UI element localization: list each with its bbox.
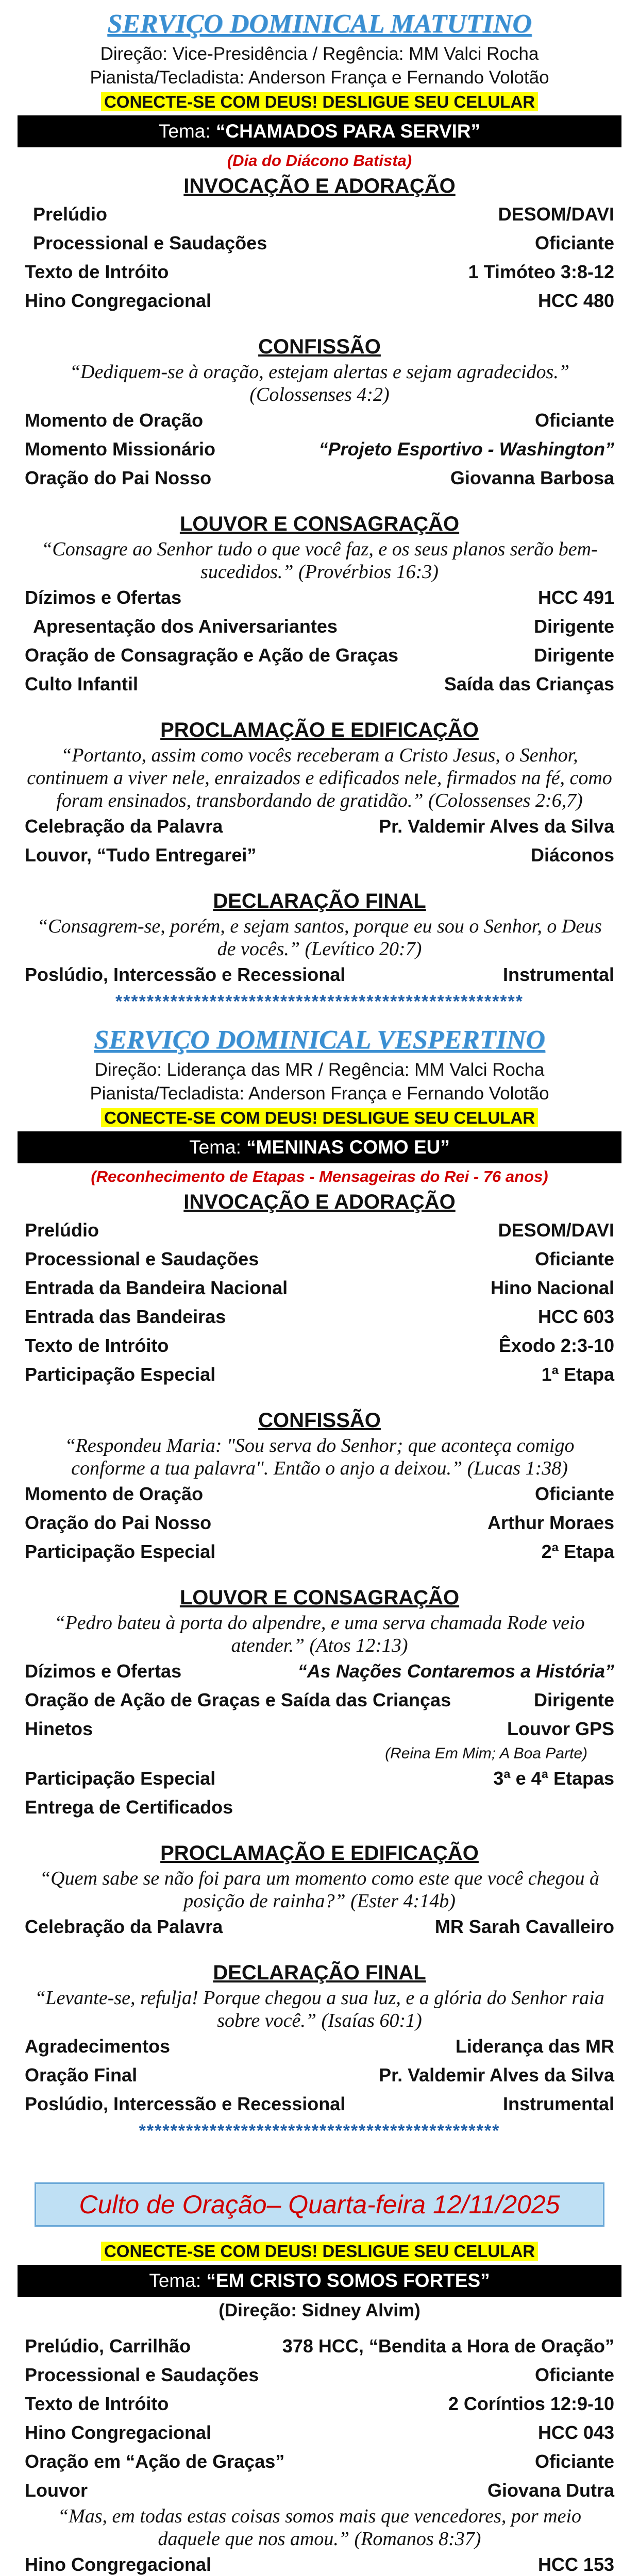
program-row: [10, 1764, 629, 1793]
program-row: [10, 229, 629, 258]
matutino-pianists: Pianista/Tecladista: Anderson França e Fernando Volotão: [90, 67, 549, 88]
row-value: “Projeto Esportivo - Washington”: [318, 438, 614, 460]
quarta-theme-bar: [18, 2265, 621, 2297]
row-label: Oração de Ação de Graças e Saída das Crianças: [25, 1689, 451, 1710]
row-value: Dirigente: [533, 616, 614, 637]
matutino-s4-title: PROCLAMAÇÃO E EDIFICAÇÃO: [160, 719, 479, 741]
row-label: Participação Especial: [25, 1768, 216, 1789]
program-row: [10, 612, 629, 641]
row-label: Poslúdio, Intercessão e Recessional: [25, 2093, 346, 2114]
bible-quote: “Mas, em todas estas coisas somos mais que vencedores, por meio daquele que nos amou.” (Romanos 8:37): [57, 2505, 582, 2550]
matutino-direction: Direção: Vice-Presidência / Regência: MM Valci Rocha: [100, 44, 539, 64]
vespertino-s2-title: CONFISSÃO: [258, 1409, 381, 1432]
row-label: Prelúdio, Carrilhão: [25, 2335, 191, 2357]
row-value: Oficiante: [534, 2451, 614, 2472]
row-value: Pr. Valdemir Alves da Silva: [379, 816, 614, 837]
row-label: Participação Especial: [25, 1541, 216, 1562]
program-row: [10, 2361, 629, 2389]
program-row: [10, 1480, 629, 1509]
matutino-s5-title: DECLARAÇÃO FINAL: [213, 890, 426, 912]
star-divider: ****************************************************: [115, 992, 524, 1011]
matutino-phone-notice: CONECTE-SE COM DEUS! DESLIGUE SEU CELULAR: [101, 92, 538, 111]
quarta-phone-notice: CONECTE-SE COM DEUS! DESLIGUE SEU CELULAR: [101, 2242, 538, 2261]
wednesday-title: Culto de Oração– Quarta-feira 12/11/2025: [35, 2182, 604, 2227]
vespertino-theme-bar: [18, 1131, 621, 1163]
row-value: HCC 153: [537, 2554, 614, 2575]
vespertino-note: (Reconhecimento de Etapas - Mensageiras do Rei - 76 anos): [91, 1167, 548, 1185]
row-value: HCC 491: [537, 587, 614, 608]
row-label: Momento de Oração: [25, 1483, 204, 1504]
row-label: Processional e Saudações: [25, 1248, 259, 1269]
row-label: Louvor, “Tudo Entregarei”: [25, 844, 257, 866]
program-row: [10, 1216, 629, 1245]
row-label: Agradecimentos: [25, 2036, 171, 2057]
row-value: Oficiante: [534, 232, 614, 253]
program-row: [10, 2389, 629, 2418]
row-label: Entrada da Bandeira Nacional: [25, 1277, 288, 1298]
row-label: Entrega de Certificados: [25, 1797, 233, 1818]
row-value: Dirigente: [533, 1689, 614, 1710]
vespertino-pianists: Pianista/Tecladista: Anderson França e Fernando Volotão: [90, 1083, 549, 1104]
row-value: 1 Timóteo 3:8-12: [468, 261, 614, 282]
program-row: [10, 1715, 629, 1743]
program-row: [10, 258, 629, 286]
row-label: Momento Missionário: [25, 438, 216, 460]
row-value: Oficiante: [534, 1248, 614, 1269]
row-label: Prelúdio: [33, 204, 108, 225]
row-value: “As Nações Contaremos a História”: [297, 1660, 614, 1682]
bible-quote: “Dediquem-se à oração, estejam alertas e sejam agradecidos.” (Colossenses 4:2): [70, 361, 569, 405]
row-label: Oração do Pai Nosso: [25, 467, 212, 488]
row-label: Hino Congregacional: [25, 290, 212, 311]
row-label: Texto de Intróito: [25, 2393, 169, 2414]
row-label: Oração em “Ação de Graças”: [25, 2451, 285, 2472]
row-value: Saída das Crianças: [444, 673, 614, 694]
bible-quote: “Pedro bateu à porta do alpendre, e uma serva chamada Rode veio atender.” (Atos 12:13): [54, 1612, 585, 1656]
row-label: Celebração da Palavra: [25, 1916, 223, 1937]
theme-prefix: Tema:: [149, 2270, 207, 2291]
row-label: Hinetos: [25, 1718, 93, 1739]
vespertino-direction: Direção: Liderança das MR / Regência: MM Valci Rocha: [94, 1060, 545, 1080]
row-value: 378 HCC, “Bendita a Hora de Oração”: [282, 2335, 614, 2357]
program-row: [10, 583, 629, 612]
row-value: Oficiante: [534, 410, 614, 431]
row-value: Hino Nacional: [490, 1277, 614, 1298]
row-value: Oficiante: [534, 2364, 614, 2385]
row-label: Dízimos e Ofertas: [25, 1660, 182, 1682]
program-row: [10, 2061, 629, 2090]
vespertino-s4-title: PROCLAMAÇÃO E EDIFICAÇÃO: [160, 1842, 479, 1865]
row-value: 1ª Etapa: [541, 1364, 614, 1385]
matutino-theme: “CHAMADOS PARA SERVIR”: [215, 121, 481, 142]
theme-prefix: Tema:: [189, 1137, 247, 1158]
matutino-s2-title: CONFISSÃO: [258, 335, 381, 358]
row-value: Instrumental: [502, 964, 614, 985]
row-label: Dízimos e Ofertas: [25, 587, 182, 608]
row-value: DESOM/DAVI: [498, 204, 614, 225]
vespertino-s3-title: LOUVOR E CONSAGRAÇÃO: [179, 1586, 460, 1609]
matutino-note: (Dia do Diácono Batista): [227, 151, 412, 170]
row-value: Oficiante: [534, 1483, 614, 1504]
row-value: Giovana Dutra: [487, 2480, 614, 2501]
row-label: Momento de Oração: [25, 410, 204, 431]
row-value: Dirigente: [533, 645, 614, 666]
quarta-theme: “EM CRISTO SOMOS FORTES”: [206, 2270, 490, 2291]
program-row: [10, 1245, 629, 1274]
row-value: HCC 043: [537, 2422, 614, 2443]
program-row: [10, 1537, 629, 1566]
row-value: MR Sarah Cavalleiro: [434, 1916, 614, 1937]
program-row: [10, 670, 629, 699]
star-divider: **********************************************: [139, 2121, 500, 2141]
row-value: 3ª e 4ª Etapas: [493, 1768, 614, 1789]
row-value: 2 Coríntios 12:9-10: [448, 2393, 614, 2414]
row-label: Hino Congregacional: [25, 2422, 212, 2443]
row-label: Texto de Intróito: [25, 1335, 169, 1356]
program-row: [10, 641, 629, 670]
row-label: Poslúdio, Intercessão e Recessional: [25, 964, 346, 985]
matutino-theme-bar: [18, 115, 621, 147]
program-row: [10, 200, 629, 229]
program-row: [10, 1509, 629, 1537]
row-label: Hino Congregacional: [25, 2554, 212, 2575]
matutino-s3-title: LOUVOR E CONSAGRAÇÃO: [179, 513, 460, 535]
program-row: [10, 2332, 629, 2361]
row-label: Culto Infantil: [25, 673, 138, 694]
program-row: [10, 1302, 629, 1331]
program-row: [10, 464, 629, 493]
row-label: Texto de Intróito: [25, 261, 169, 282]
program-row: [10, 2447, 629, 2476]
program-row: [10, 2476, 629, 2505]
bible-quote: “Respondeu Maria: "Sou serva do Senhor; que aconteça comigo conforme a tua palavra". Então o anjo a deixou.” (Lucas 1:38): [64, 1435, 575, 1479]
program-row: [10, 2032, 629, 2061]
program-row: [10, 1793, 629, 1822]
program-row: [10, 1331, 629, 1360]
row-value: Liderança das MR: [455, 2036, 614, 2057]
bible-quote: “Consagre ao Senhor tudo o que você faz, e os seus planos serão bem-sucedidos.” (Provérbios 16:3): [41, 538, 598, 583]
row-label: Participação Especial: [25, 1364, 216, 1385]
row-value: Arthur Moraes: [487, 1512, 614, 1533]
row-value: HCC 603: [537, 1306, 614, 1327]
program-row: [10, 1274, 629, 1302]
row-value: 2ª Etapa: [541, 1541, 614, 1562]
program-row: [10, 841, 629, 870]
row-label: Oração de Consagração e Ação de Graças: [25, 645, 398, 666]
row-value: HCC 480: [537, 290, 614, 311]
program-row: [10, 1686, 629, 1715]
bible-quote: “Portanto, assim como vocês receberam a Cristo Jesus, o Senhor, continuem a viver nele, enraizados e edificados nele, firmados na fé, como foram ensinados, transbordando de gratidão.” (Colossenses 2:6,7): [27, 744, 612, 811]
hinetos-note: (Reina Em Mim; A Boa Parte): [385, 1745, 587, 1762]
row-value: Pr. Valdemir Alves da Silva: [379, 2064, 614, 2086]
row-value: Louvor GPS: [507, 1718, 614, 1739]
program-row: [10, 2418, 629, 2447]
program-row: [10, 2550, 629, 2576]
program-row: [10, 812, 629, 841]
row-label: Processional e Saudações: [25, 2364, 259, 2385]
row-label: Apresentação dos Aniversariantes: [33, 616, 338, 637]
row-label: Celebração da Palavra: [25, 816, 223, 837]
program-row: [10, 1360, 629, 1389]
bulletin-page: [10, 0, 629, 2576]
bible-quote: “Quem sabe se não foi para um momento como este que você chegou à posição de rainha?” (Ester 4:14b): [40, 1868, 599, 1912]
vespertino-s1-title: INVOCAÇÃO E ADORAÇÃO: [183, 1191, 456, 1213]
row-value: Diáconos: [530, 844, 614, 866]
program-row: [10, 286, 629, 315]
vespertino-theme: “MENINAS COMO EU”: [246, 1137, 450, 1158]
row-label: Oração do Pai Nosso: [25, 1512, 212, 1533]
row-value: DESOM/DAVI: [498, 1219, 614, 1241]
quarta-direction: (Direção: Sidney Alvim): [218, 2300, 421, 2320]
program-row: [10, 2090, 629, 2119]
row-label: Entrada das Bandeiras: [25, 1306, 226, 1327]
program-row: [10, 960, 629, 989]
row-label: Oração Final: [25, 2064, 138, 2086]
row-label: Processional e Saudações: [33, 232, 267, 253]
row-value: Instrumental: [502, 2093, 614, 2114]
bible-quote: “Consagrem-se, porém, e sejam santos, porque eu sou o Senhor, o Deus de vocês.” (Levítico 20:7): [37, 916, 602, 960]
program-row: [10, 406, 629, 435]
vespertino-phone-notice: CONECTE-SE COM DEUS! DESLIGUE SEU CELULAR: [101, 1108, 538, 1127]
vespertino-s5-title: DECLARAÇÃO FINAL: [213, 1961, 426, 1984]
matutino-title: SERVIÇO DOMINICAL MATUTINO: [107, 9, 532, 39]
program-row: [10, 1912, 629, 1941]
program-row: [10, 435, 629, 464]
matutino-s1-title: INVOCAÇÃO E ADORAÇÃO: [183, 175, 456, 197]
theme-prefix: Tema:: [158, 121, 216, 142]
row-value: Êxodo 2:3-10: [498, 1335, 614, 1356]
row-label: Louvor: [25, 2480, 88, 2501]
row-value: Giovanna Barbosa: [450, 467, 614, 488]
row-label: Prelúdio: [25, 1219, 99, 1241]
bible-quote: “Levante-se, refulja! Porque chegou a sua luz, e a glória do Senhor raia sobre você.” (Isaías 60:1): [35, 1987, 604, 2031]
vespertino-title: SERVIÇO DOMINICAL VESPERTINO: [94, 1025, 545, 1055]
program-row: [10, 1657, 629, 1686]
